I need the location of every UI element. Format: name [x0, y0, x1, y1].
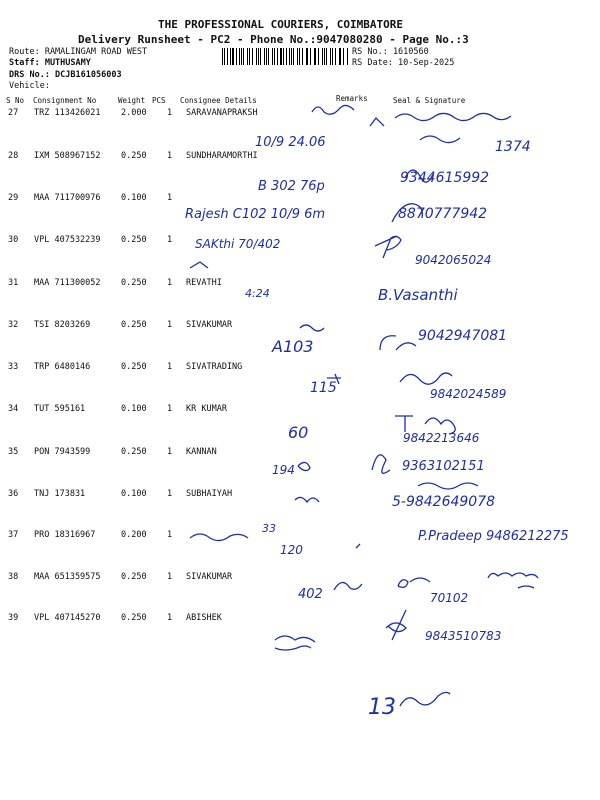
row-33-sign-text: 9842024589 — [430, 387, 507, 401]
col-consignee: Consignee Details — [180, 96, 257, 105]
rs-number: RS No.: 1610560 — [352, 47, 429, 57]
cell-sno: 39 — [8, 613, 19, 623]
staff-label: Staff: MUTHUSAMY — [9, 58, 91, 68]
row-30-marks — [190, 236, 491, 268]
row-32-remark-text: A103 — [272, 337, 314, 356]
cell-consignment: MAA 711700976 — [34, 193, 101, 203]
cell-weight: 0.250 — [121, 235, 147, 245]
cell-weight: 0.250 — [121, 572, 147, 582]
cell-consignee: KR KUMAR — [186, 404, 227, 414]
row-34-sign-text: 9842213646 — [403, 431, 480, 445]
company-title: THE PROFESSIONAL COURIERS, COIMBATORE — [158, 18, 404, 31]
row-34-signature — [395, 416, 455, 434]
row-33-signature — [400, 373, 452, 384]
row-32-marks — [271, 325, 507, 356]
cell-consignment: VPL 407532239 — [34, 235, 101, 245]
cell-sno: 29 — [8, 193, 19, 203]
cell-sno: 27 — [8, 108, 19, 118]
row-31-marks — [245, 286, 458, 304]
cell-pcs: 1 — [167, 447, 173, 457]
cell-consignment: PRO 18316967 — [34, 530, 96, 540]
row-30-remark-text: SAKthi 70/402 — [195, 237, 281, 251]
col-seal-signature: Seal & Signature — [393, 96, 466, 105]
col-sno: S No — [6, 96, 25, 105]
row-27-signature — [395, 113, 511, 120]
cell-consignment: MAA 651359575 — [34, 572, 101, 582]
cell-consignment: TSI 8203269 — [34, 320, 91, 330]
cell-sno: 31 — [8, 278, 19, 288]
cell-consignee: REVATHI — [186, 278, 222, 288]
cell-sno: 38 — [8, 572, 19, 582]
col-consignment: Consignment No — [33, 96, 97, 105]
cell-weight: 0.250 — [121, 362, 147, 372]
cell-sno: 33 — [8, 362, 19, 372]
cell-weight: 2.000 — [121, 108, 147, 118]
row-39-scribble — [275, 636, 315, 650]
cell-pcs: 1 — [167, 151, 173, 161]
row-29-sign-text: 8870777942 — [398, 206, 488, 222]
cell-sno: 37 — [8, 530, 19, 540]
cell-consignee: SUNDHARAMORTHI — [186, 151, 258, 161]
row-30-stamp — [375, 236, 401, 258]
drs-number: DRS No.: DCJB161056003 — [9, 70, 122, 80]
route-label: Route: RAMALINGAM ROAD WEST — [9, 47, 148, 57]
cell-consignee: KANNAN — [186, 447, 217, 457]
cell-consignee: SIVATRADING — [186, 362, 243, 372]
cell-pcs: 1 — [167, 278, 173, 288]
row-34-remark-text: 60 — [288, 423, 309, 442]
row-32-sign-text: 9042947081 — [418, 328, 508, 344]
row-37-remark-text: 120 — [280, 543, 303, 557]
cell-consignment: VPL 407145270 — [34, 613, 101, 623]
runsheet-subtitle: Delivery Runsheet - PC2 - Phone No.:9047080280 - Page No.:3 — [78, 33, 469, 46]
row-27-remark-text: 10/9 24.06 — [255, 135, 326, 150]
cell-sno: 36 — [8, 489, 19, 499]
row-38-marks — [298, 573, 538, 605]
cell-consignment: MAA 711300052 — [34, 278, 101, 288]
cell-consignee: ABISHEK — [186, 613, 222, 623]
row-28-sign-text: 9344615992 — [400, 170, 490, 186]
cell-pcs: 1 — [167, 362, 173, 372]
row-39-marks — [275, 610, 501, 650]
cell-sno: 28 — [8, 151, 19, 161]
row-33-marks — [310, 373, 506, 401]
barcode — [222, 48, 348, 65]
cell-weight: 0.100 — [121, 489, 147, 499]
col-weight: Weight — [118, 96, 146, 105]
cell-weight: 0.100 — [121, 193, 147, 203]
row-31-remark-text: 4:24 — [245, 287, 270, 300]
cell-sno: 34 — [8, 404, 19, 414]
cell-consignment: TNJ 173831 — [34, 489, 86, 499]
cell-pcs: 1 — [167, 320, 173, 330]
vehicle-label: Vehicle: — [9, 81, 50, 91]
row-37-marks — [190, 522, 569, 557]
cell-sno: 32 — [8, 320, 19, 330]
cell-sno: 30 — [8, 235, 19, 245]
cell-consignment: TRP 6480146 — [34, 362, 91, 372]
cell-consignment: IXM 508967152 — [34, 151, 101, 161]
row-36-marks — [295, 483, 495, 510]
cell-weight: 0.250 — [121, 613, 147, 623]
row-39-stamp — [386, 610, 406, 640]
row-34-marks — [288, 416, 480, 445]
cell-weight: 0.250 — [121, 278, 147, 288]
cell-consignment: PON 7943599 — [34, 447, 91, 457]
row-38-remark-text: 402 — [298, 587, 323, 602]
row-37-sign-text: P.Pradeep 9486212275 — [418, 529, 569, 544]
footer-number: 13 — [368, 695, 396, 720]
cell-weight: 0.200 — [121, 530, 147, 540]
cell-sno: 35 — [8, 447, 19, 457]
cell-pcs: 1 — [167, 404, 173, 414]
cell-consignee: SIVAKUMAR — [186, 572, 233, 582]
rs-date: RS Date: 10-Sep-2025 — [352, 58, 455, 68]
cell-consignment: TUT 595161 — [34, 404, 86, 414]
cell-consignee: SARAVANAPRAKSH — [186, 108, 258, 118]
row-35-remark-text: 194 — [272, 463, 295, 477]
cell-consignment: TRZ 113426021 — [34, 108, 101, 118]
row-38-sign-text: 70102 — [430, 591, 469, 605]
row-27-sign-text: 1374 — [495, 139, 531, 155]
row-28-marks — [258, 170, 489, 194]
cell-weight: 0.250 — [121, 447, 147, 457]
cell-pcs: 1 — [167, 530, 173, 540]
row-35-sign-text: 9363102151 — [402, 459, 485, 474]
svg-text:33: 33 — [262, 522, 276, 535]
cell-pcs: 1 — [167, 108, 173, 118]
cell-weight: 0.100 — [121, 404, 147, 414]
row-27-marks — [255, 105, 531, 155]
footer-mark — [368, 692, 450, 720]
row-33-remark-text: 115 — [310, 380, 337, 396]
cell-weight: 0.250 — [121, 320, 147, 330]
row-31-sign-text: B.Vasanthi — [378, 286, 458, 304]
cell-pcs: 1 — [167, 489, 173, 499]
cell-pcs: 1 — [167, 572, 173, 582]
col-pcs: PCS — [152, 96, 166, 105]
row-37-scribble — [190, 534, 248, 541]
cell-consignee: SUBHAIYAH — [186, 489, 233, 499]
row-35-marks — [272, 455, 485, 477]
row-30-sign-text: 9042065024 — [415, 253, 492, 267]
col-remarks: Remarks — [336, 94, 368, 103]
row-39-sign-text: 9843510783 — [425, 629, 502, 643]
row-28-remark-text: B 302 76p — [258, 179, 325, 194]
cell-weight: 0.250 — [121, 151, 147, 161]
cell-consignee: SIVAKUMAR — [186, 320, 233, 330]
cell-pcs: 1 — [167, 235, 173, 245]
row-27-scribble — [312, 105, 354, 114]
row-29-remark-text: Rajesh C102 10/9 6m — [185, 207, 326, 222]
cell-pcs: 1 — [167, 193, 173, 203]
row-29-marks — [185, 204, 487, 222]
row-36-sign-text: 5-9842649078 — [392, 494, 496, 510]
cell-pcs: 1 — [167, 613, 173, 623]
